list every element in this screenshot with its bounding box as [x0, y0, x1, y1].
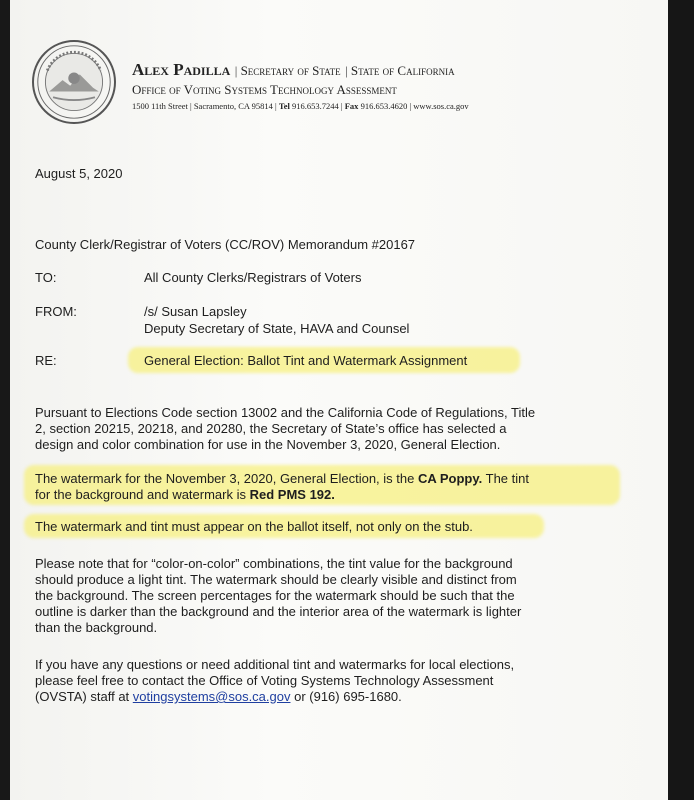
memo-document	[10, 0, 668, 800]
secretary-title: Secretary of State	[240, 63, 341, 78]
contact-email-link[interactable]: votingsystems@sos.ca.gov	[132, 689, 291, 704]
paragraph-ballot: The watermark and tint must appear on the ballot itself, not only on the stub.	[35, 519, 473, 534]
secretary-name: Alex Padilla	[132, 60, 231, 79]
office-name: Office of Voting Systems Technology Assessment	[132, 82, 397, 97]
state-title: State of California	[350, 63, 455, 78]
from-label: FROM:	[35, 304, 77, 319]
re-label: RE:	[35, 353, 57, 368]
re-subject: General Election: Ballot Tint and Watermark Assignment	[144, 353, 468, 368]
from-signature: /s/ Susan Lapsley	[144, 304, 247, 319]
letterhead-address: 1500 11th Street | Sacramento, CA 95814 | Tel 916.653.7244 | Fax 916.653.4620 | www.sos.ca.gov	[132, 101, 469, 111]
watermark-name: CA Poppy.	[417, 471, 483, 486]
paragraph-color-note: Please note that for “color-on-color” combinations, the tint value for the background should produce a light tint. The watermark should be clearly visible and distinct from the background. The screen percentages for the watermark should be such that the outline is darker than the background and the interior area of the watermark is lighter than the background.	[35, 556, 522, 635]
to-value: All County Clerks/Registrars of Voters	[144, 270, 362, 285]
state-seal-logo	[32, 40, 116, 124]
from-title: Deputy Secretary of State, HAVA and Counsel	[144, 321, 410, 336]
right-dark-border	[668, 0, 694, 800]
memo-date: August 5, 2020	[35, 166, 123, 181]
paragraph-contact: If you have any questions or need additional tint and watermarks for local elections, please feel free to contact the Office of Voting Systems Technology Assessment (OVSTA) staff at votingsystems@sos.ca.gov or (916) 695-1680.	[35, 657, 515, 704]
letterhead: Alex Padilla | Secretary of State | State of California Office of Voting Systems Technology Assessment 1500 11th Street | Sacramento, CA 95814 | Tel 916.653.7244 | Fax 916.653.4620 | www.sos.ca.gov	[132, 60, 469, 111]
to-label: TO:	[35, 270, 57, 285]
paragraph-watermark: The watermark for the November 3, 2020, General Election, is the CA Poppy. The tint for the background and watermark is Red PMS 192.	[35, 471, 529, 502]
paragraph-pursuant: Pursuant to Elections Code section 13002 and the California Code of Regulations, Title 2, section 20215, 20218, and 20280, the Secretary of State’s office has selected a design and color combination for use in the November 3, 2020, General Election.	[35, 405, 536, 452]
left-dark-border	[0, 0, 10, 800]
memo-title: County Clerk/Registrar of Voters (CC/ROV) Memorandum #20167	[35, 237, 416, 252]
tint-color: Red PMS 192.	[249, 487, 335, 502]
